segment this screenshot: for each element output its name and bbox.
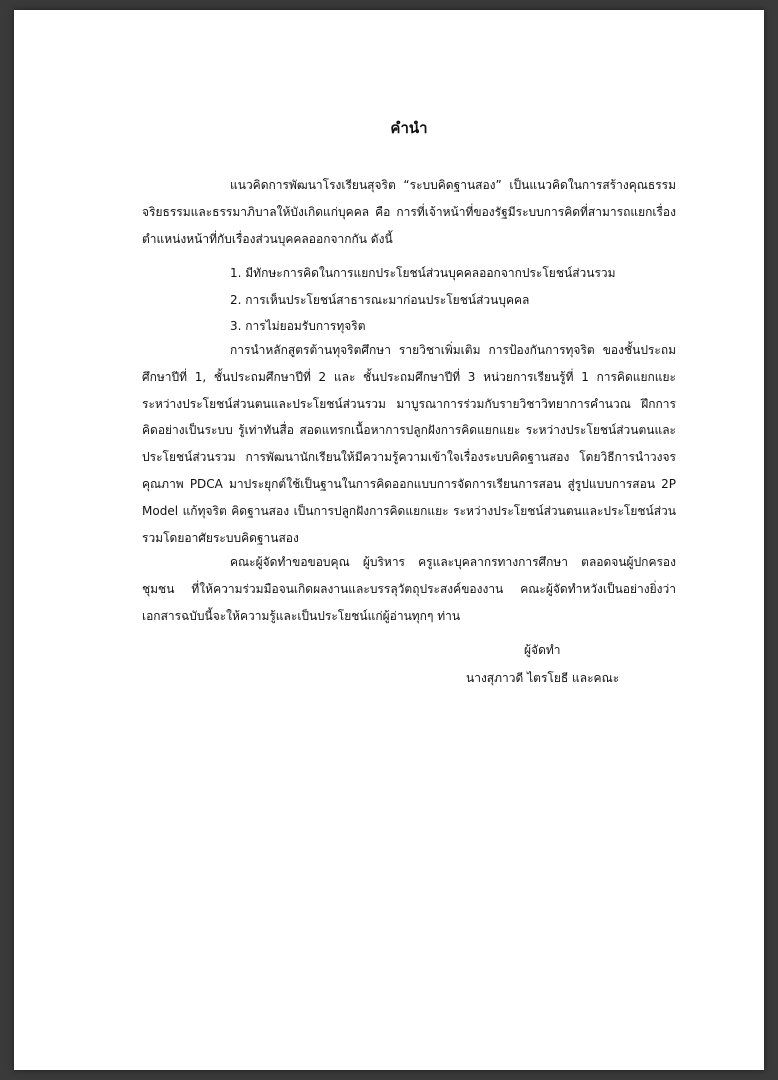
curriculum-paragraph: การนำหลักสูตรต้านทุจริตศึกษา รายวิชาเพิ่มเติม การป้องกันการทุจริต ของชั้นประถมศึกษาปีที่ 1, ชั้นประถมศึกษาปีที่ 2 และ ชั้นประถมศึกษาปีที่ 3 หน่วยการเรียนรู้ที่ 1 การคิดแยกแยะระหว่างประโยชน์ส่วนตนและประโยชน์ส่วนรวม มาบูรณาการร่วมกับรายวิชาวิทยาการคำนวณ ฝึกการคิดอย่างเป็นระบบ รู้เท่าทันสื่อ สอดแทรกเนื้อหาการปลูกฝังการคิดแยกแยะ ระหว่างประโยชน์ส่วนตนและประโยชน์ส่วนรวม การพัฒนานักเรียนให้มีความรู้ความเข้าใจเรื่องระบบคิดฐานสอง โดยวิธีการนำวงจรคุณภาพ PDCA มาประยุกต์ใช้เป็นฐานในการคิดออกแบบการจัดการเรียนการสอน สู่รูปแบบการสอน 2P Model แก้ทุจริต คิดฐานสอง เป็นการปลูกฝังการคิดแยกแยะ ระหว่างประโยชน์ส่วนตนและประโยชน์ส่วนรวมโดยอาศัยระบบคิดฐานสอง — [142, 343, 676, 545]
intro-paragraph: แนวคิดการพัฒนาโรงเรียนสุจริต “ระบบคิดฐานสอง” เป็นแนวคิดในการสร้างคุณธรรมจริยธรรมและธรรมาภิบาลให้บังเกิดแก่บุคคล คือ การที่เจ้าหน้าที่ของรัฐมีระบบการคิดที่สามารถแยกเรื่องตำแหน่งหน้าที่กับเรื่องส่วนบุคคลออกจากกัน ดังนี้ — [142, 178, 676, 246]
list-item: 1. มีทักษะการคิดในการแยกประโยชน์ส่วนบุคคลออกจากประโยชน์ส่วนรวม — [230, 266, 616, 280]
list-item: 2. การเห็นประโยชน์สาธารณะมาก่อนประโยชน์ส่วนบุคคล — [230, 292, 530, 307]
page-title: คำนำ — [390, 119, 428, 137]
document-page — [14, 10, 764, 1070]
numbered-list — [230, 260, 676, 340]
acknowledgement-paragraph: คณะผู้จัดทำขอขอบคุณ ผู้บริหาร ครูและบุคลากรทางการศึกษา ตลอดจนผู้ปกครองชุมชน ที่ให้ความร่วมมือจนเกิดผลงานและบรรลุวัตถุประสงค์ของงาน คณะผู้จัดทำหวังเป็นอย่างยิ่งว่าเอกสารฉบับนี้จะให้ความรู้และเป็นประโยชน์แก่ผู้อ่านทุกๆ ท่าน — [142, 555, 676, 623]
list-item: 3. การไม่ยอมรับการทุจริต — [230, 319, 366, 333]
signature-name: นางสุภาวดี ไตรโยธี และคณะ — [466, 671, 620, 685]
signature-label: ผู้จัดทำ — [524, 643, 561, 657]
